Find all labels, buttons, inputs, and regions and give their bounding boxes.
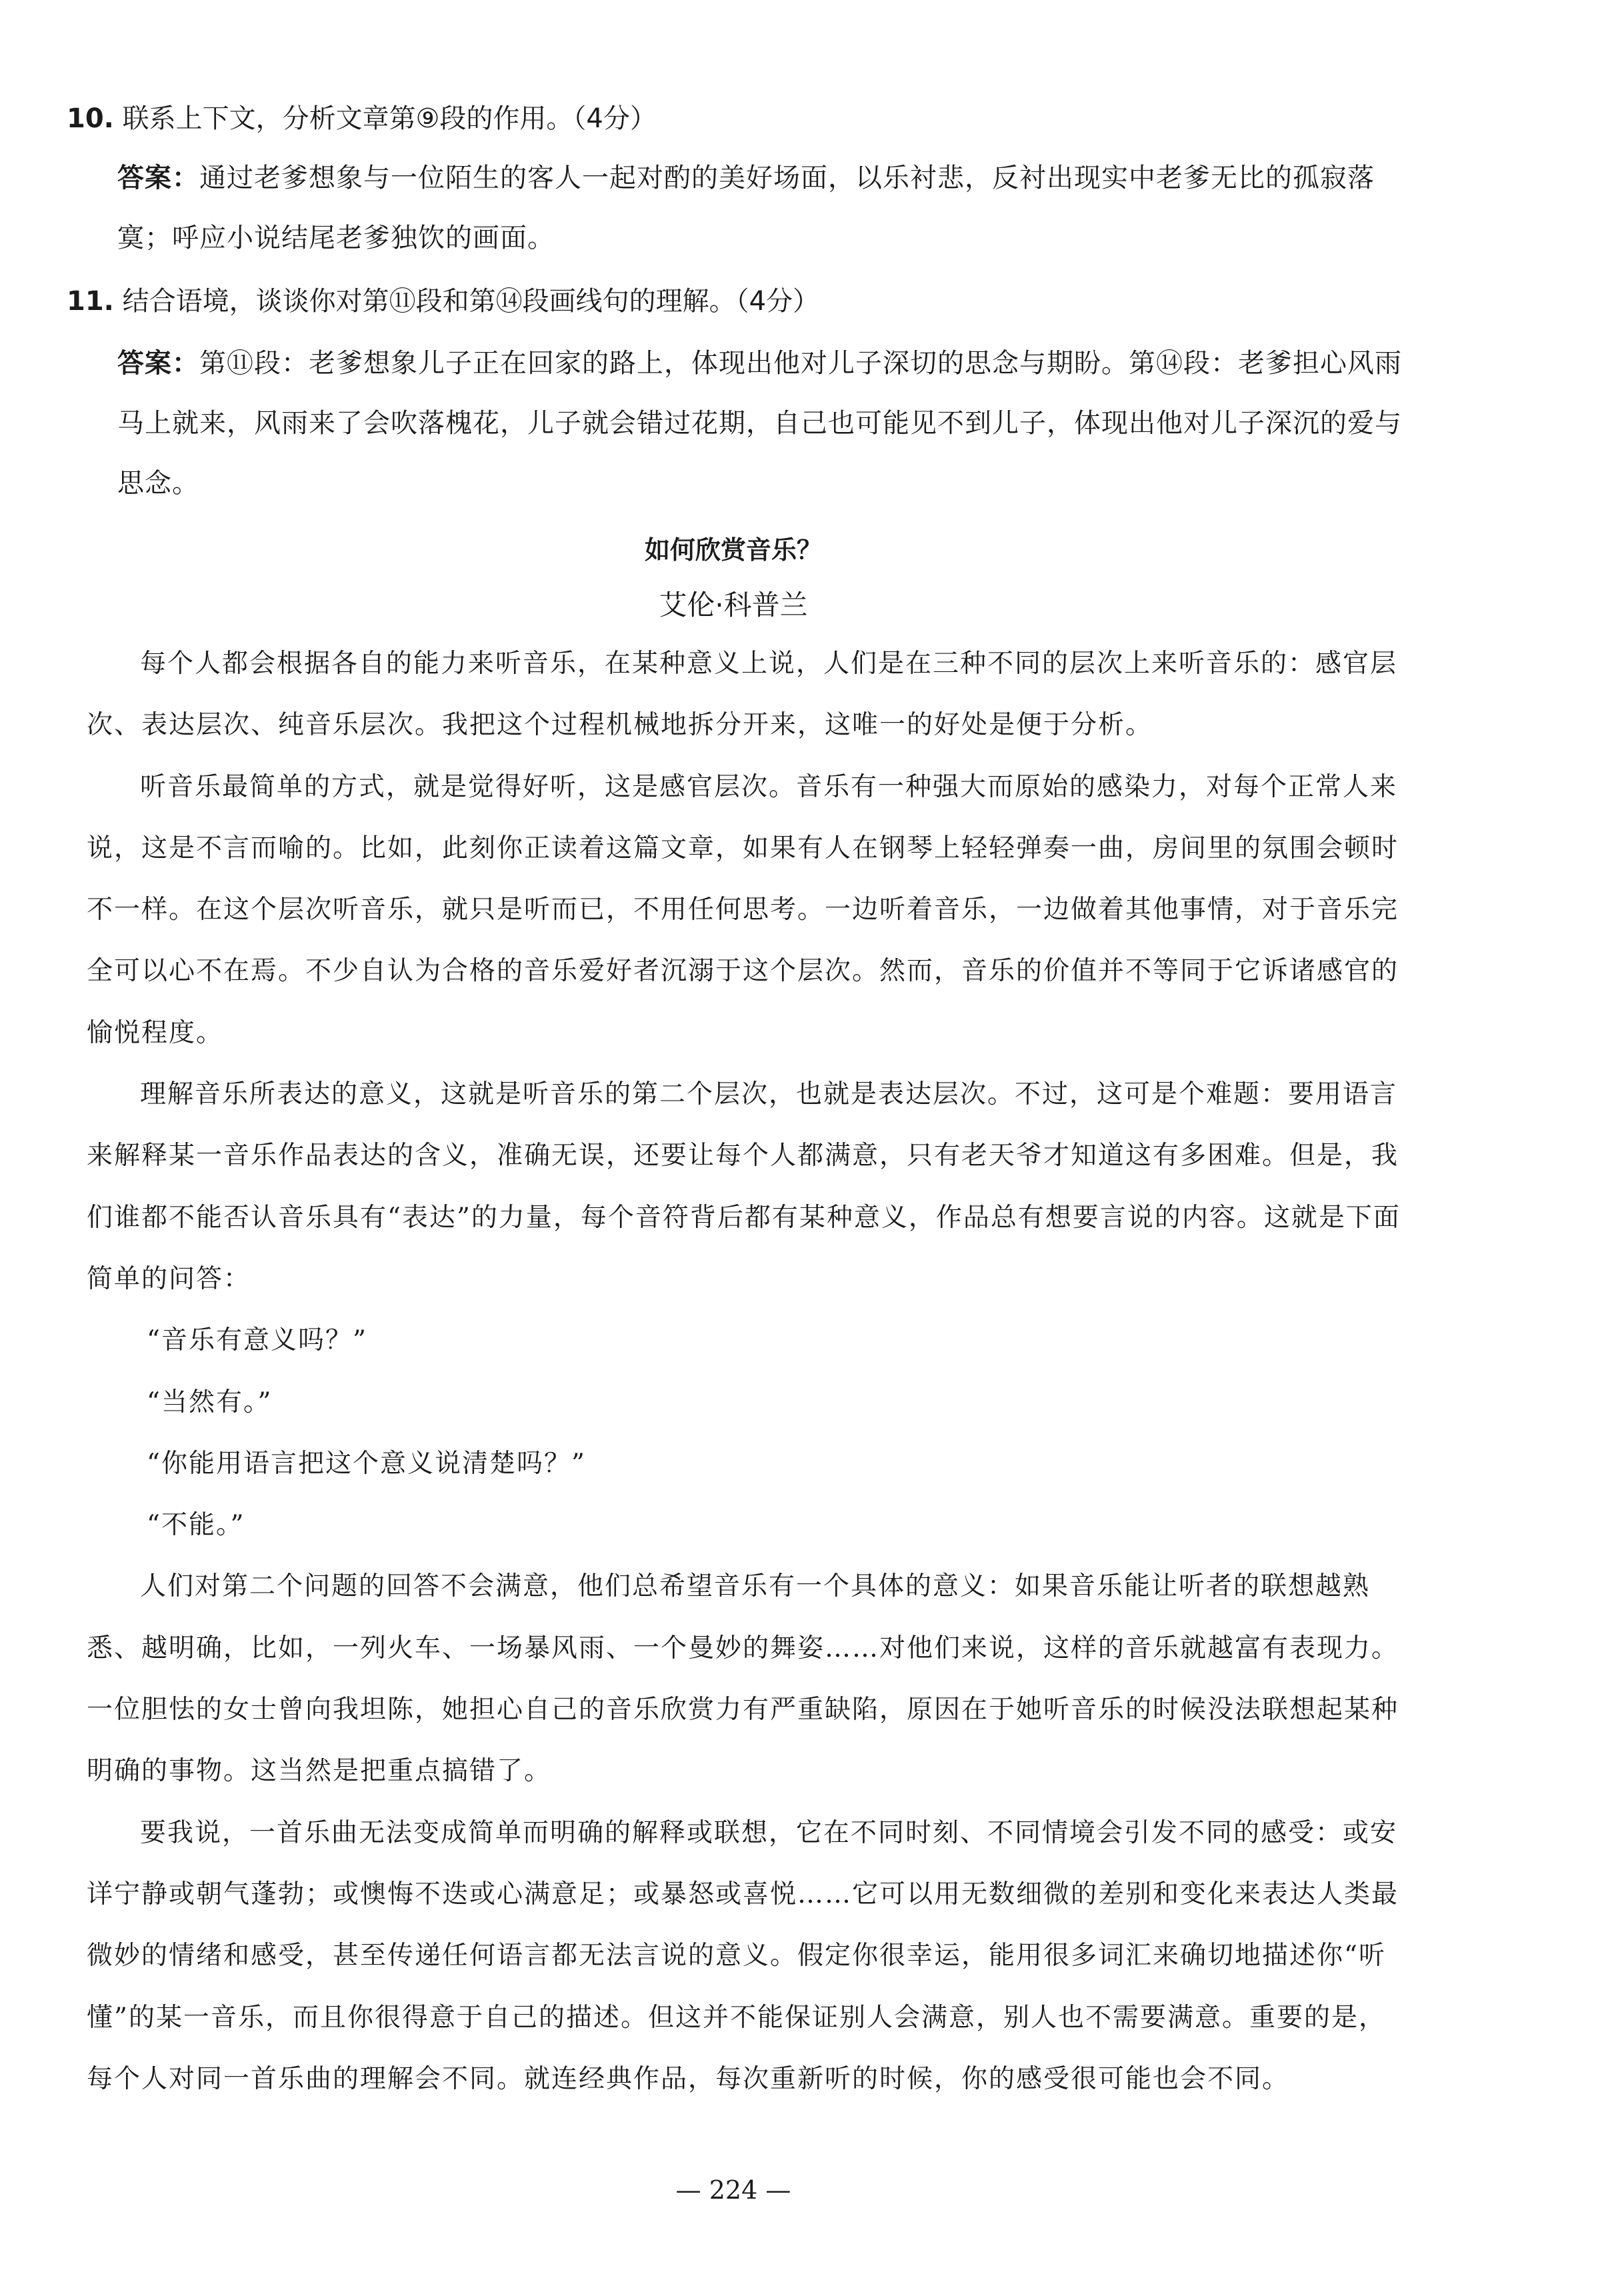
article-body: [87, 633, 1407, 2110]
question-10: [67, 99, 1400, 139]
paragraph: 人们对第二个问题的回答不会满意，他们总希望音乐有一个具体的意义：如果音乐能让听者的联想越熟悉、越明确，比如，一列火车、一场暴风雨、一个曼妙的舞姿……对他们来说，这样的音乐就越富有表现力。一位胆怯的女士曾向我坦陈，她担心自己的音乐欣赏力有严重缺陷，原因在于她听音乐的时候没法联想起某种明确的事物。这当然是把重点搞错了。: [87, 1571, 1399, 1787]
article-author: 艾伦·科普兰: [659, 589, 808, 621]
question-prompt: 联系上下文，分析文章第⑨段的作用。（4分）: [122, 103, 657, 134]
article-title: 如何欣赏音乐？: [644, 535, 822, 565]
paragraph: 听音乐最简单的方式，就是觉得好听，这是感官层次。音乐有一种强大而原始的感染力，对每个正常人来说，这是不言而喻的。比如，此刻你正读着这篇文章，如果有人在钢琴上轻轻弹奏一曲，房间里的氛围会顿时不一样。在这个层次听音乐，就只是听而已，不用任何思考。一边听着音乐，一边做着其他事情，对于音乐完全可以心不在焉。不少自认为合格的音乐爱好者沉溺于这个层次。然而，音乐的价值并不等同于它诉诸感官的愉悦程度。: [87, 771, 1399, 1048]
question-prompt: 结合语境，谈谈你对第⑪段和第⑭段画线句的理解。（4分）: [122, 286, 820, 317]
dialogue-line: “不能。”: [147, 1510, 245, 1541]
page-number: — 224 —: [675, 2175, 791, 2205]
answer-label: 答案：: [117, 163, 199, 193]
paragraph: 理解音乐所表达的意义，这就是听音乐的第二个层次，也就是表达层次。不过，这可是个难题：要用语言来解释某一音乐作品表达的含义，准确无误，还要让每个人都满意，只有老天爷才知道这有多困难。但是，我们谁都不能否认音乐具有“表达”的力量，每个音符背后都有某种意义，作品总有想要言说的内容。这就是下面简单的问答：: [87, 1079, 1401, 1294]
dialogue-line: “你能用语言把这个意义说清楚吗？”: [147, 1448, 586, 1479]
paragraph: 每个人都会根据各自的能力来听音乐，在某种意义上说，人们是在三种不同的层次上来听音乐的：感官层次、表达层次、纯音乐层次。我把这个过程机械地拆分开来，这唯一的好处是便于分析。: [87, 649, 1398, 741]
answer-10: [117, 148, 1404, 268]
answer-text: 通过老爹想象与一位陌生的客人一起对酌的美好场面，以乐衬悲，反衬出现实中老爹无比的孤寂落寞；呼应小说结尾老爹独饮的画面。: [117, 163, 1375, 253]
answer-11: [117, 333, 1404, 513]
answer-label: 答案：: [117, 348, 199, 379]
question-number: 10.: [67, 103, 114, 134]
question-number: 11.: [67, 286, 114, 317]
question-11: [67, 281, 1400, 321]
answer-text: 第⑪段：老爹想象儿子正在回家的路上，体现出他对儿子深切的思念与期盼。第⑭段：老爹担心风雨马上就来，风雨来了会吹落槐花，儿子就会错过花期，自己也可能见不到儿子，体现出他对儿子深沉的爱与思念。: [117, 348, 1402, 499]
dialogue-line: “当然有。”: [147, 1387, 273, 1417]
dialogue-line: “音乐有意义吗？”: [147, 1325, 367, 1356]
paragraph: 要我说，一首乐曲无法变成简单而明确的解释或联想，它在不同时刻、不同情境会引发不同的感受：或安详宁静或朝气蓬勃；或懊悔不迭或心满意足；或暴怒或喜悦……它可以用无数细微的差别和变化来表达人类最微妙的情绪和感受，甚至传递任何语言都无法言说的意义。假定你很幸运，能用很多词汇来确切地描述你“听懂”的某一音乐，而且你很得意于自己的描述。但这并不能保证别人会满意，别人也不需要满意。重要的是，每个人对同一首乐曲的理解会不同。就连经典作品，每次重新听的时候，你的感受很可能也会不同。: [87, 1817, 1399, 2094]
